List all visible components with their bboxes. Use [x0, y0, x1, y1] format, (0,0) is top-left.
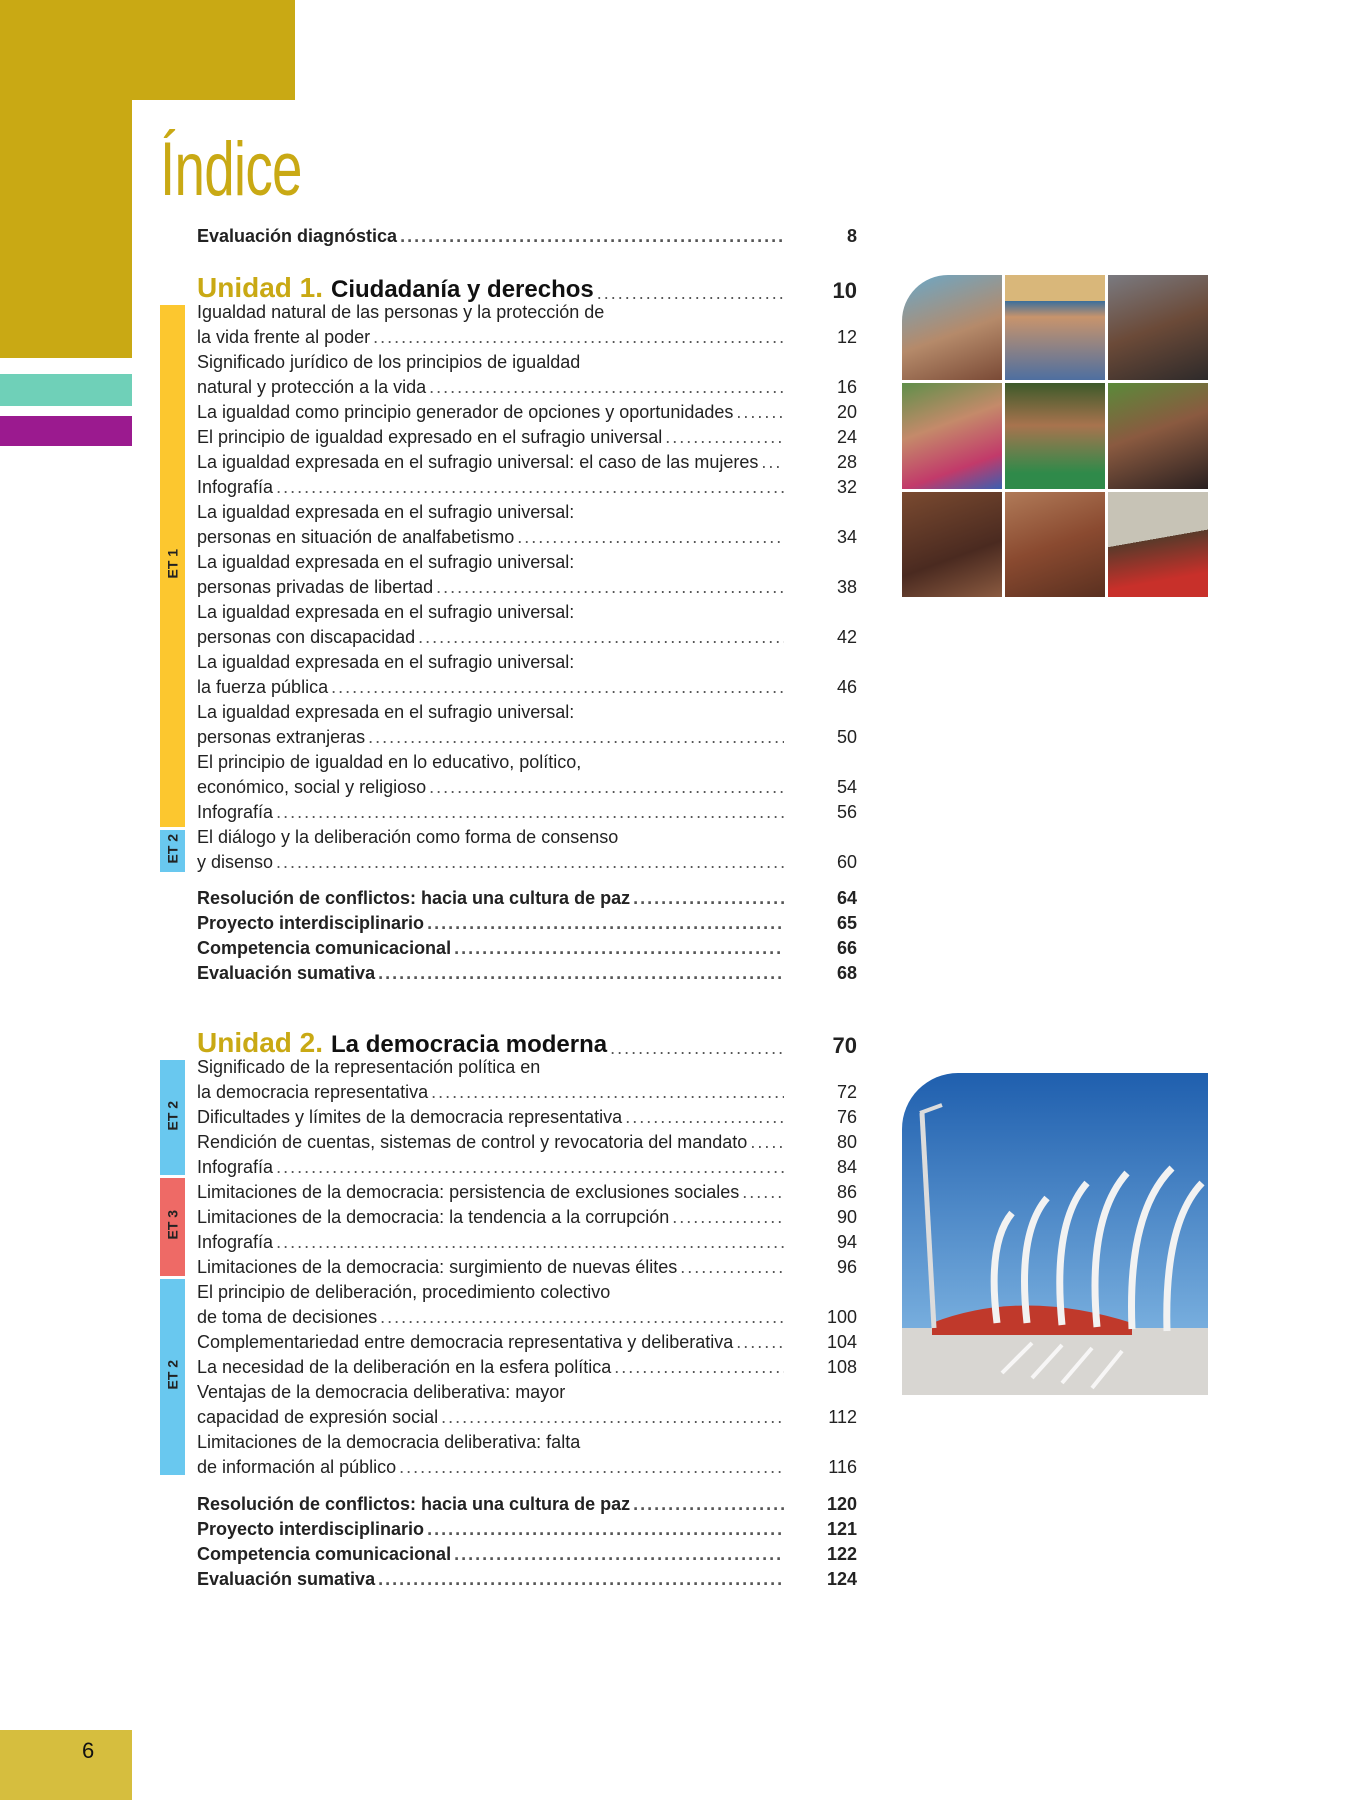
toc-page: 46 [836, 677, 857, 697]
toc-entry-line [197, 1430, 857, 1455]
toc-entry[interactable] [197, 1080, 857, 1105]
toc-label: Ventajas de la democracia deliberativa: mayor [197, 1382, 566, 1402]
toc-entry[interactable] [197, 850, 857, 875]
toc-label: de toma de decisiones [197, 1307, 378, 1327]
toc-label: Competencia comunicacional [197, 938, 452, 958]
toc-entry[interactable] [197, 1130, 857, 1155]
toc-label: Proyecto interdisciplinario [197, 1519, 425, 1539]
toc-entry-line [197, 500, 857, 525]
toc-label: la democracia representativa [197, 1082, 429, 1102]
page-number: 6 [82, 1738, 95, 1763]
portrait-photo [1108, 383, 1208, 488]
toc-page: 124 [826, 1569, 857, 1589]
toc-page: 65 [836, 913, 857, 933]
toc-page: 112 [828, 1407, 857, 1427]
building-photo [902, 1073, 1208, 1395]
toc-entry-line [197, 1280, 857, 1305]
toc-page: 80 [836, 1132, 857, 1152]
toc-label: La igualdad expresada en el sufragio universal: [197, 552, 575, 572]
toc-entry[interactable] [197, 1205, 857, 1230]
toc-label: Limitaciones de la democracia: persistencia de exclusiones sociales [197, 1182, 740, 1202]
toc-label: Igualdad natural de las personas y la protección de [197, 302, 605, 322]
toc-label: Dificultades y límites de la democracia representativa [197, 1107, 623, 1127]
toc-label: Limitaciones de la democracia deliberativa: falta [197, 1432, 581, 1452]
portrait-photo [1005, 275, 1105, 380]
toc-entry-line [197, 300, 857, 325]
toc-page: 20 [836, 402, 857, 422]
portrait-photo [902, 275, 1002, 380]
toc-label: Rendición de cuentas, sistemas de control y revocatoria del mandato [197, 1132, 748, 1152]
toc-label: Infografía [197, 477, 274, 497]
toc-label: La igualdad como principio generador de opciones y oportunidades [197, 402, 734, 422]
toc-page: 12 [836, 327, 857, 347]
toc-page: 122 [826, 1544, 857, 1564]
toc-label: personas privadas de libertad [197, 577, 434, 597]
toc-page: 24 [836, 427, 857, 447]
et3-bar [160, 1178, 185, 1276]
unit-page: 70 [832, 1033, 857, 1058]
toc-entry[interactable] [197, 425, 857, 450]
unit-name: La democracia moderna [331, 1031, 608, 1058]
toc-entry-line [197, 1380, 857, 1405]
portrait-photo [1005, 492, 1105, 597]
toc-label: Evaluación sumativa [197, 963, 376, 983]
toc-entry[interactable] [197, 1542, 857, 1567]
toc-entry[interactable] [197, 936, 857, 961]
toc-entry-line [197, 650, 857, 675]
toc-entry-line [197, 600, 857, 625]
portrait-photo [1108, 275, 1208, 380]
toc-page: 8 [846, 226, 857, 246]
toc-label: personas con discapacidad [197, 627, 416, 647]
toc-page: 94 [836, 1232, 857, 1252]
toc-entry[interactable] [197, 1155, 857, 1180]
toc-label: Limitaciones de la democracia: la tendencia a la corrupción [197, 1207, 670, 1227]
toc-entry-line [197, 550, 857, 575]
toc-entry[interactable] [197, 1455, 857, 1480]
toc-entry[interactable] [197, 400, 857, 425]
toc-entry[interactable] [197, 325, 857, 350]
toc-label: El diálogo y la deliberación como forma de consenso [197, 827, 619, 847]
et-label: ET 2 [164, 1359, 181, 1390]
et-label: ET 2 [164, 1100, 181, 1130]
portrait-photo [1005, 383, 1105, 488]
toc-label: Proyecto interdisciplinario [197, 913, 425, 933]
unit-page: 10 [832, 278, 857, 303]
toc-entry[interactable] [197, 1355, 857, 1380]
et2-bar [160, 1279, 185, 1475]
toc-page: 76 [836, 1107, 857, 1127]
toc-page: 32 [836, 477, 857, 497]
teal-stripe [0, 374, 132, 406]
toc-page: 42 [836, 627, 857, 647]
toc-entry[interactable] [197, 375, 857, 400]
toc-page: 90 [836, 1207, 857, 1227]
toc-label: Resolución de conflictos: hacia una cultura de paz [197, 1494, 631, 1514]
et1-bar [160, 305, 185, 827]
toc-entry[interactable] [197, 450, 857, 475]
toc-label: Competencia comunicacional [197, 1544, 452, 1564]
toc-label: Infografía [197, 1157, 274, 1177]
toc-page: 54 [836, 777, 857, 797]
toc-entry-line [197, 1055, 857, 1080]
toc-entry[interactable] [197, 775, 857, 800]
toc-entry[interactable] [197, 525, 857, 550]
magenta-stripe [0, 416, 132, 446]
toc-page: 50 [836, 727, 857, 747]
toc-label: La igualdad expresada en el sufragio universal: [197, 652, 575, 672]
left-gold-block [0, 100, 132, 358]
toc-page: 104 [826, 1332, 857, 1352]
toc-label: la fuerza pública [197, 677, 329, 697]
toc-entry-line [197, 350, 857, 375]
et2-bar [160, 1060, 185, 1175]
et2-bar [160, 830, 185, 872]
toc-page: 28 [836, 452, 857, 472]
toc-entry[interactable] [197, 1180, 857, 1205]
building-illustration [902, 1073, 1208, 1395]
unit-name: Ciudadanía y derechos [331, 276, 594, 303]
toc-page: 68 [836, 963, 857, 983]
toc-label: La igualdad expresada en el sufragio universal: el caso de las mujeres [197, 452, 759, 472]
portrait-collage [902, 275, 1208, 597]
toc-entry[interactable] [197, 1230, 857, 1255]
toc-label: La igualdad expresada en el sufragio universal: [197, 602, 575, 622]
unit-2-heading[interactable] [197, 1025, 857, 1059]
toc-entry[interactable] [197, 800, 857, 825]
toc-entry[interactable] [197, 675, 857, 700]
toc-page: 86 [836, 1182, 857, 1202]
toc-page: 60 [836, 852, 857, 872]
toc-label: El principio de deliberación, procedimiento colectivo [197, 1282, 611, 1302]
toc-label: la vida frente al poder [197, 327, 371, 347]
toc-label: Infografía [197, 802, 274, 822]
toc-label: La necesidad de la deliberación en la esfera política [197, 1357, 612, 1377]
toc-page: 108 [826, 1357, 857, 1377]
toc-page: 72 [836, 1082, 857, 1102]
toc-page: 120 [826, 1494, 857, 1514]
toc-entry[interactable] [197, 575, 857, 600]
toc-label: El principio de igualdad expresado en el sufragio universal [197, 427, 663, 447]
toc-label: y disenso [197, 852, 274, 872]
toc-entry-line [197, 750, 857, 775]
toc-label: Complementariedad entre democracia representativa y deliberativa [197, 1332, 734, 1352]
toc-entry[interactable] [197, 725, 857, 750]
toc-label: personas extranjeras [197, 727, 366, 747]
toc-page: 34 [836, 527, 857, 547]
toc-entry[interactable] [197, 1105, 857, 1130]
toc-label: Significado de la representación política en [197, 1057, 541, 1077]
toc-label: Resolución de conflictos: hacia una cultura de paz [197, 888, 631, 908]
toc-entry[interactable] [197, 1330, 857, 1355]
toc-page: 96 [836, 1257, 857, 1277]
toc-entry[interactable] [197, 1517, 857, 1542]
toc-label: natural y protección a la vida [197, 377, 427, 397]
toc-label: Significado jurídico de los principios de igualdad [197, 352, 581, 372]
toc-diagnostic[interactable] [197, 224, 857, 249]
toc-page: 116 [828, 1457, 857, 1477]
toc-page: 56 [836, 802, 857, 822]
et-label: ET 1 [164, 548, 181, 579]
toc-entry[interactable] [197, 1567, 857, 1592]
toc-label: Evaluación diagnóstica [197, 226, 398, 246]
et-label: ET 3 [164, 1209, 181, 1240]
toc-entry[interactable] [197, 911, 857, 936]
toc-page: 84 [836, 1157, 857, 1177]
portrait-photo [1108, 492, 1208, 597]
et-label: ET 2 [164, 833, 181, 864]
portrait-photo [902, 383, 1002, 488]
unit-1-heading[interactable] [197, 270, 857, 304]
toc-entry[interactable] [197, 961, 857, 986]
toc-page: 64 [836, 888, 857, 908]
portrait-photo [902, 492, 1002, 597]
toc-entry[interactable] [197, 1305, 857, 1330]
toc-label: Infografía [197, 1232, 274, 1252]
toc-entry[interactable] [197, 1492, 857, 1517]
page-title: Índice [160, 127, 302, 212]
toc-entry[interactable] [197, 1255, 857, 1280]
toc-page: 121 [826, 1519, 857, 1539]
toc-label: de información al público [197, 1457, 397, 1477]
toc-label: económico, social y religioso [197, 777, 427, 797]
toc-label: La igualdad expresada en el sufragio universal: [197, 702, 575, 722]
toc-label: capacidad de expresión social [197, 1407, 439, 1427]
toc-entry[interactable] [197, 1405, 857, 1430]
toc-page: 38 [836, 577, 857, 597]
toc-label: personas en situación de analfabetismo [197, 527, 515, 547]
toc-page: 100 [826, 1307, 857, 1327]
toc-label: Limitaciones de la democracia: surgimiento de nuevas élites [197, 1257, 678, 1277]
toc-page: 16 [836, 377, 857, 397]
toc-entry[interactable] [197, 625, 857, 650]
toc-label: La igualdad expresada en el sufragio universal: [197, 502, 575, 522]
unit-number: Unidad 2. [197, 1027, 324, 1058]
toc-page: 66 [836, 938, 857, 958]
unit-number: Unidad 1. [197, 272, 324, 303]
toc-entry-line [197, 825, 857, 850]
toc-label: El principio de igualdad en lo educativo, político, [197, 752, 582, 772]
top-gold-block [0, 0, 295, 100]
toc-entry[interactable] [197, 475, 857, 500]
toc-entry[interactable] [197, 886, 857, 911]
toc-entry-line [197, 700, 857, 725]
footer-gold-block [0, 1730, 132, 1800]
toc-label: Evaluación sumativa [197, 1569, 376, 1589]
